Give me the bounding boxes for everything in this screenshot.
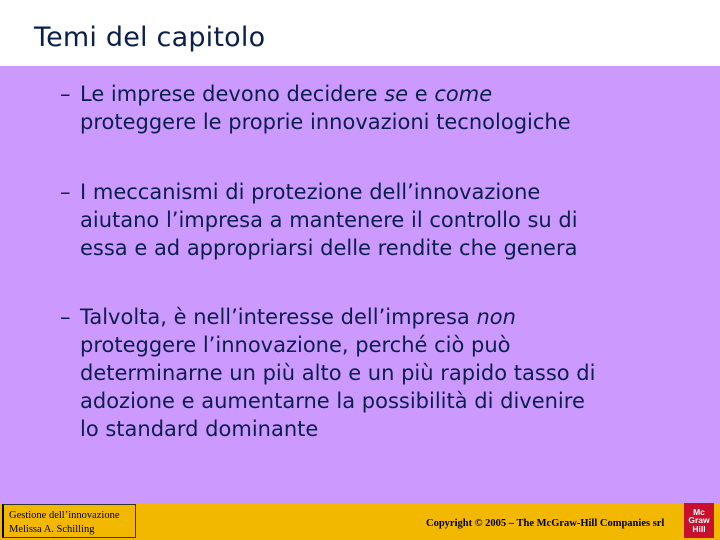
bullet-emphasis: non (476, 305, 516, 329)
bullet-line: proteggere l’innovazione, perché ciò può (80, 333, 511, 357)
bullet-line: essa e ad appropriarsi delle rendite che genera (80, 236, 578, 260)
bullet-line (80, 303, 700, 331)
bullet-emphasis: come (434, 82, 493, 106)
bullet-text (80, 303, 700, 443)
logo-line: Mc (693, 506, 705, 517)
logo-line: Graw (688, 515, 710, 526)
bullet-line: proteggere le proprie innovazioni tecnologiche (80, 110, 571, 134)
bullet-line: adozione e aumentarne la possibilità di divenire (80, 389, 585, 413)
bullet-item (60, 80, 700, 136)
bullet-text-segment: Talvolta, è nell’interesse dell’impresa (80, 305, 477, 329)
footer-author: Melissa A. Schilling (9, 524, 95, 535)
logo-line: Hill (692, 523, 706, 534)
bullet-emphasis: se (384, 82, 409, 106)
bullet-item (60, 178, 700, 262)
bullet-text-segment: Le imprese devono decidere (80, 82, 385, 106)
footer-copyright: Copyright © 2005 – The McGraw-Hill Companies srl (426, 518, 665, 529)
footer-course-title: Gestione dell’innovazione (9, 510, 120, 521)
bullet-dash: – (60, 305, 71, 329)
bullet-line: I meccanismi di protezione dell’innovazione (80, 180, 541, 204)
bullet-dash: – (60, 82, 71, 106)
mcgraw-hill-logo-icon (684, 503, 714, 538)
bullet-dash: – (60, 180, 71, 204)
bullet-line: aiutano l’impresa a mantenere il controllo su di (80, 208, 578, 232)
bullet-line (80, 80, 700, 108)
bullet-text (80, 178, 700, 262)
bullet-line: lo standard dominante (80, 417, 319, 441)
bullet-line: determinarne un più alto e un più rapido tasso di (80, 361, 596, 385)
footer-course-box (2, 504, 136, 538)
bullet-text-segment: e (408, 82, 435, 106)
slide-title: Temi del capitolo (34, 22, 266, 53)
bullet-text (80, 80, 700, 136)
bullet-item (60, 303, 700, 443)
